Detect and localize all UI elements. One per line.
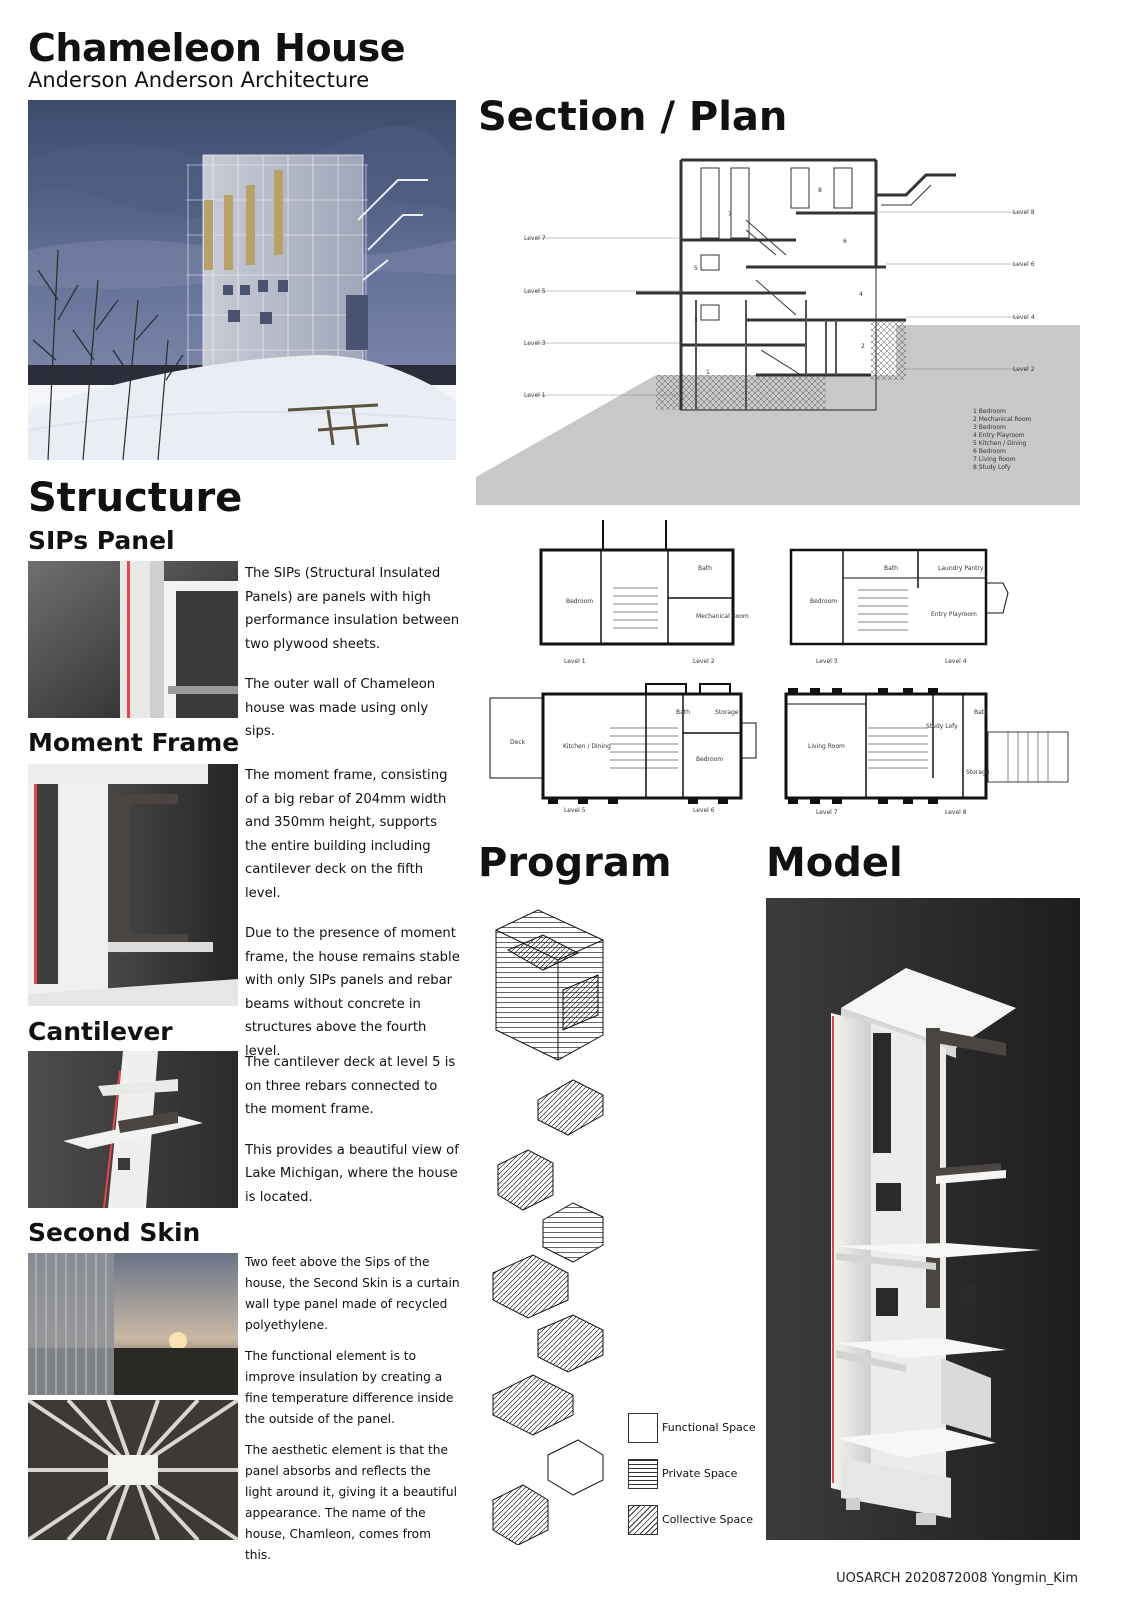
program-diagram [488,905,613,1545]
moment-text [245,764,460,1080]
model-photo [766,898,1080,1540]
paragraph: Due to the presence of moment frame, the house remains stable with only SIPs panels and rebar beams without concrete in structures above the fourth level. [245,926,460,1059]
model-heading: Model [766,840,903,886]
skin-heading: Second Skin [28,1218,201,1247]
legend [628,1413,763,1548]
room-label: Bedroom [566,598,594,605]
moment-heading: Moment Frame [28,728,240,757]
legend-private-label: Private Space [662,1467,738,1480]
room-number: 2 [861,343,865,350]
room-label: Mechanical Room [696,613,749,620]
room-label: Living Room [808,743,845,750]
legend-private-swatch [628,1459,658,1489]
room-label: Kitchen / Dining [563,743,611,750]
sips-text [245,562,460,761]
page-title: Chameleon House [28,26,405,70]
room-label: Study Lofy [926,723,958,730]
legend-collective-swatch [628,1505,658,1535]
section-drawing [476,150,1082,510]
room-number: 6 [843,238,847,245]
level-label: Level 3 [524,340,546,347]
moment-photo [28,764,238,1006]
room-label: Storage [715,709,739,716]
level-label: Level 1 [524,392,546,399]
svg-text:7 Living Room: 7 Living Room [973,456,1016,463]
room-number: 5 [694,265,698,272]
room-label: Storage [966,769,990,776]
room-label: Bath [698,565,712,572]
ground-section [476,325,1080,505]
level-label: Level 4 [1013,314,1035,321]
svg-text:2 Mechanical Room: 2 Mechanical Room [973,416,1032,423]
svg-text:4 Entry Playroom: 4 Entry Playroom [973,432,1025,439]
room-label: Bath [974,709,988,716]
floor-plans [488,518,1078,828]
house-photo [28,100,456,460]
room-number: 8 [818,187,822,194]
level-label: Level 5 [524,288,546,295]
skin-text [245,1252,460,1576]
level-label: Level 7 [524,235,546,242]
cantilever-text [245,1051,460,1226]
skin-photo-sunset [28,1253,238,1395]
paragraph: The outer wall of Chameleon house was made using only sips. [245,677,436,739]
svg-text:1 Bedroom: 1 Bedroom [973,408,1006,415]
level-label: Level 2 [1013,366,1035,373]
room-label: Bedroom [696,756,724,763]
structure-heading: Structure [28,475,243,521]
paragraph: The SIPs (Structural Insulated Panels) are panels with high performance insulation between two plywood sheets. [245,566,460,652]
plan-level-label: Level 7 [816,809,838,816]
room-number: 1 [706,369,710,376]
page-subtitle: Anderson Anderson Architecture [28,68,370,92]
paragraph: The aesthetic element is that the panel absorbs and reflects the light around it, giving it a beautiful appearance. The name of the house, Chamleon, comes from this. [245,1443,457,1562]
plan-level-label: Level 8 [945,809,967,816]
legend-collective-label: Collective Space [662,1513,754,1526]
plan-level-label: Level 2 [693,658,715,665]
svg-text:8 Study Lofy: 8 Study Lofy [973,464,1011,471]
plan-level-label: Level 6 [693,807,715,814]
footer-credit: UOSARCH 2020872008 Yongmin_Kim [836,1571,1078,1586]
svg-text:3 Bedroom: 3 Bedroom [973,424,1006,431]
room-label: Bath [884,565,898,572]
level-label: Level 8 [1013,209,1035,216]
paragraph: The functional element is to improve insulation by creating a fine temperature difference inside the outside of the panel. [245,1349,454,1426]
svg-text:6 Bedroom: 6 Bedroom [973,448,1006,455]
cantilever-heading: Cantilever [28,1017,173,1046]
cantilever-photo [28,1051,238,1208]
paragraph: The cantilever deck at level 5 is on three rebars connected to the moment frame. [245,1055,456,1117]
paragraph: This provides a beautiful view of Lake Michigan, where the house is located. [245,1142,459,1205]
program-heading: Program [478,840,672,886]
room-label: Bath [676,709,690,716]
plan-level-label: Level 1 [564,658,586,665]
skin-photo-ceiling [28,1400,238,1540]
paragraph: Two feet above the Sips of the house, the Second Skin is a curtain wall type panel made of recycled polyethylene. [245,1255,460,1332]
room-label: Bedroom [810,598,838,605]
sips-heading: SIPs Panel [28,526,175,555]
legend-functional-label: Functional Space [662,1421,756,1434]
room-number: 3 [694,317,698,324]
room-label: Deck [510,739,526,746]
level-label: Level 6 [1013,261,1035,268]
room-label: Entry Playroom [931,611,977,618]
plan-level-label: Level 4 [945,658,967,665]
plan-level-label: Level 5 [564,807,586,814]
legend-functional-swatch [628,1413,658,1443]
room-number: 4 [859,291,863,298]
plan-level-label: Level 3 [816,658,838,665]
section-plan-heading: Section / Plan [478,94,788,140]
room-number: 7 [728,211,732,218]
svg-text:5 Kitchen / Dining: 5 Kitchen / Dining [973,440,1027,447]
paragraph: The moment frame, consisting of a big rebar of 204mm width and 350mm height, supports the entire building including cantilever deck on the fifth level. [245,768,448,901]
room-label: Laundry Pantry [938,565,984,572]
sips-photo [28,561,238,718]
